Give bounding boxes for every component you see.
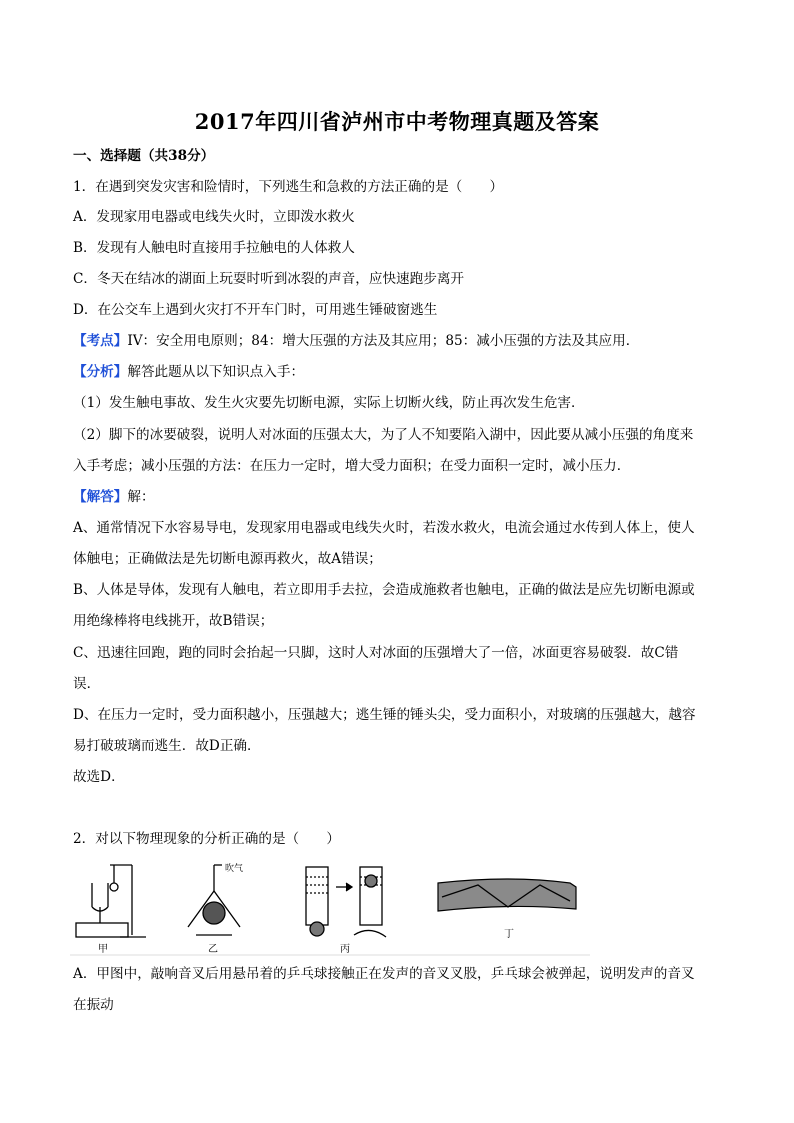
kaodian-tag: 【考点】 [73,333,128,349]
fenxi-point-2b: 入手考虑；减小压强的方法：在压力一定时，增大受力面积；在受力面积一定时，减小压力． [73,458,631,474]
answer-b-line-2: 用绝缘棒将电线挑开，故B错误； [73,613,274,629]
question-2-option-a-line-2: 在振动 [73,997,114,1013]
fenxi-text: 解答此题从以下知识点入手： [127,364,305,380]
figure-jia [76,865,146,937]
figure-label-jia: 甲 [98,944,108,955]
jieda-line [73,487,723,507]
question-2-option-a-line-1: A．甲图中，敲响音叉后用悬吊着的乒乓球接触正在发声的音叉叉股，乒乓球会被弹起，说明发声的音叉 [73,966,695,982]
question-1-option-d: D．在公交车上遇到火灾打不开车门时，可用逃生锤破窗逃生 [73,302,438,318]
answer-b-line-1: B、人体是导体，发现有人触电，若立即用手去拉，会造成施救者也触电，正确的做法是应先切断电源或 [73,582,695,598]
answer-a-line-1: A、通常情况下水容易导电，发现家用电器或电线失火时，若泼水救火，电流会通过水传到人体上，使人 [73,520,695,536]
final-choice: 故选D． [73,769,125,785]
jieda-text: 解： [127,489,155,505]
question-2-stem: 2．对以下物理现象的分析正确的是（ ） [73,831,340,847]
fenxi-line [73,362,723,382]
section-heading: 一、选择题（共38分） [73,148,215,164]
answer-c-line-2: 误． [73,676,101,692]
answer-d-line-2: 易打破玻璃而逃生．故D正确． [73,738,261,754]
fenxi-point-1: （1）发生触电事故、发生火灾要先切断电源，实际上切断火线，防止再次发生危害． [73,395,585,411]
kaodian-text: IV：安全用电原则；84：增大压强的方法及其应用；85：减小压强的方法及其应用． [127,333,640,349]
jieda-tag: 【解答】 [73,489,128,505]
answer-d-line-1: D、在压力一定时，受力面积越小，压强越大；逃生锤的锤头尖，受力面积小，对玻璃的压强越大，越容 [73,707,696,723]
fenxi-tag: 【分析】 [73,364,128,380]
figure-blow-label: 吹气 [225,864,244,874]
figure-bing [306,867,386,937]
answer-c-line-1: C、迅速往回跑，跑的同时会抬起一只脚，这时人对冰面的压强增大了一倍，冰面更容易破裂．故C错 [73,645,679,661]
question-1-stem: 1．在遇到突发灾害和险情时，下列逃生和急救的方法正确的是（ ） [73,179,504,195]
answer-a-line-2: 体触电；正确做法是先切断电源再救火，故A错误； [73,551,382,567]
figure-label-bing: 丙 [340,944,350,955]
figure-label-ding: 丁 [504,929,514,940]
question-1-option-b: B．发现有人触电时直接用手拉触电的人体救人 [73,240,355,256]
figure-yi [188,865,240,935]
question-1-option-a: A．发现家用电器或电线失火时，立即泼水救火 [73,209,355,225]
page-title: 2017年四川省泸州市中考物理真题及答案 [194,109,600,134]
kaodian-line [73,331,723,351]
figure-ding [438,879,576,911]
fenxi-point-2a: （2）脚下的冰要破裂，说明人对冰面的压强太大，为了人不知要陷入湖中，因此要从减小压强的角度来 [73,427,694,443]
figure-label-yi: 乙 [208,944,218,955]
question-1-option-c: C．冬天在结冰的湖面上玩耍时听到冰裂的声音，应快速跑步离开 [73,271,465,287]
question-2-figure [70,857,590,957]
